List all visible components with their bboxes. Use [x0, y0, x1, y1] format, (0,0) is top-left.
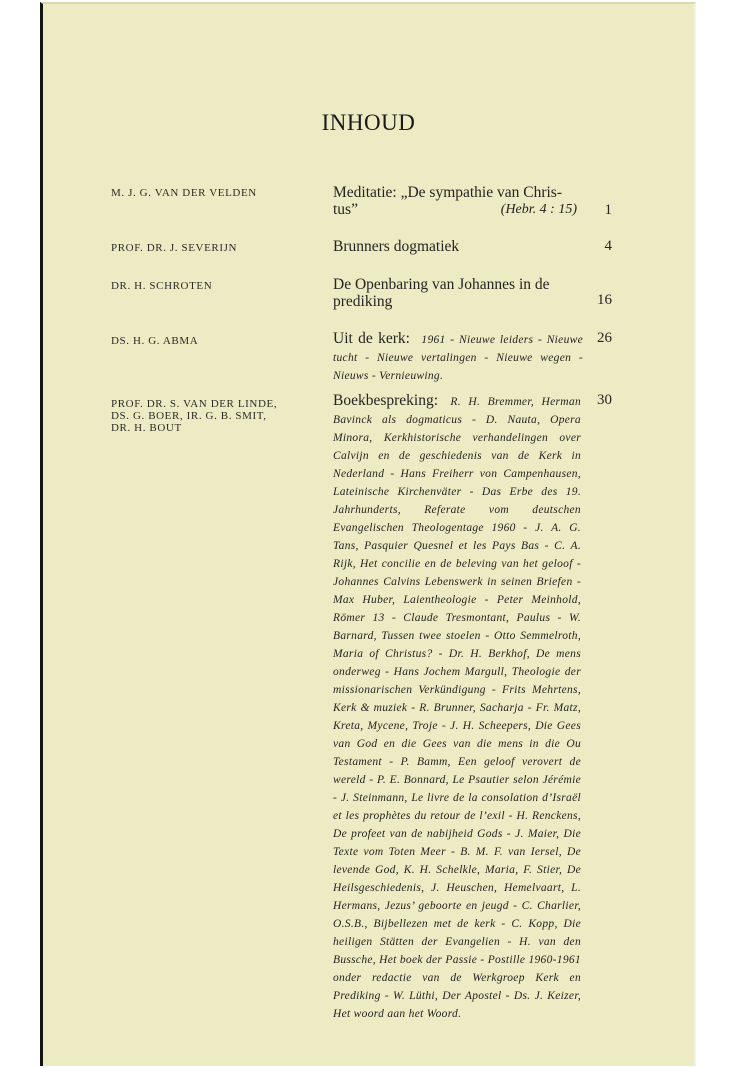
entry-title-continuation: tus”	[333, 201, 358, 218]
entry-title-line2	[333, 201, 583, 218]
page-title: INHOUD	[321, 110, 416, 135]
author-line: PROF. DR. S. VAN DER LINDE,	[111, 398, 278, 410]
entry-detail: 1961 - Nieuwe leiders - Nieuwe tucht - Nieuwe vertalingen - Nieuwe wegen - Nieuws - Vernieuwing.	[333, 334, 583, 382]
author-line: DR. H. BOUT	[111, 422, 182, 434]
toc-entry	[333, 330, 583, 384]
entry-author: DR. H. SCHROTEN	[111, 280, 213, 292]
author-line: DS. G. BOER, IR. G. B. SMIT,	[111, 410, 267, 422]
entry-author: M. J. G. VAN DER VELDEN	[111, 187, 257, 199]
toc-entry	[333, 184, 583, 218]
entry-reference: (Hebr. 4 : 15)	[500, 202, 577, 217]
entry-detail: R. H. Bremmer, Herman Bavinck als dogmaticus - D. Nauta, Opera Minora, Kerkhistorische verhandelingen over Calvijn en de geschiedenis van de Kerk in Nederland - Hans Freiherr von Campenhausen, Lateinische Kirchenväter - Das Erbe des 19. Jahrhunderts, Referate vom deutschen Evangelischen Theologentage 1960 - J. A. G. Tans, Pasquier Quesnel et les Pays Bas - C. A. Rijk, Het concilie en de beleving van het geloof - Johannes Calvins Lebenswerk in seinen Briefen - Max Huber, Laientheologie - Peter Meinhold, Römer 13 - Claude Tresmontant, Paulus - W. Barnard, Tussen twee stoelen - Otto Semmelroth, Maria of Christus? - Dr. H. Berkhof, De mens onderweg - Hans Jochem Margull, Theologie der missionarischen Verkündigung - Frits Mehrtens, Kerk & muziek - R. Brunner, Sacharja - Fr. Matz, Kreta, Mycene, Troje - J. H. Scheepers, Die Gees van God en die Gees van die mens in die Ou Testament - P. Bamm, Een geloof verovert de wereld - P. E. Bonnard, Le Psautier selon Jérémie - J. Steinmann, Le livre de la consolation d’Israël et les prophètes du retour de l’exil - H. Renckens, De profeet van de nabijheid Gods - J. Maier, Die Texte vom Toten Meer - B. M. F. van Iersel, De levende God, K. H. Schelkle, Maria, F. Stier, De Heilsgeschiedenis, J. Heuschen, Hemelvaart, L. Hermans, Jezus’ geboorte en jeugd - C. Charlier, O.S.B., Bijbellezen met de kerk - C. Kopp, Die heiligen Stätten der Evangelien - H. van den Bussche, Het boek der Passie - Postille 1960-1961 onder redactie van de Werkgroep Kerk en Prediking - W. Lüthi, Der Apostel - Ds. J. Keizer, Het woord aan het Woord.	[333, 396, 581, 1020]
entry-title: Uit de kerk:	[333, 330, 410, 347]
entry-page-number: 30	[597, 392, 612, 408]
entry-authors	[111, 398, 311, 434]
entry-page-number: 16	[597, 292, 612, 308]
entry-page-number: 26	[597, 330, 612, 346]
document-page	[40, 2, 696, 1066]
toc-entry	[333, 238, 583, 255]
toc-entry	[333, 392, 581, 1022]
entry-title: Meditatie: „De sympathie van Chris-	[333, 184, 562, 201]
entry-title-line2: prediking	[333, 293, 393, 310]
entry-title: Brunners dogmatiek	[333, 238, 460, 255]
entry-author: PROF. DR. J. SEVERIJN	[111, 242, 238, 254]
entry-page-number: 1	[604, 202, 612, 218]
entry-title: Boekbespreking:	[333, 392, 439, 409]
entry-title: De Openbaring van Johannes in de	[333, 276, 550, 293]
entry-page-number: 4	[604, 238, 612, 254]
entry-author: DS. H. G. ABMA	[111, 335, 199, 347]
toc-entry	[333, 276, 583, 310]
